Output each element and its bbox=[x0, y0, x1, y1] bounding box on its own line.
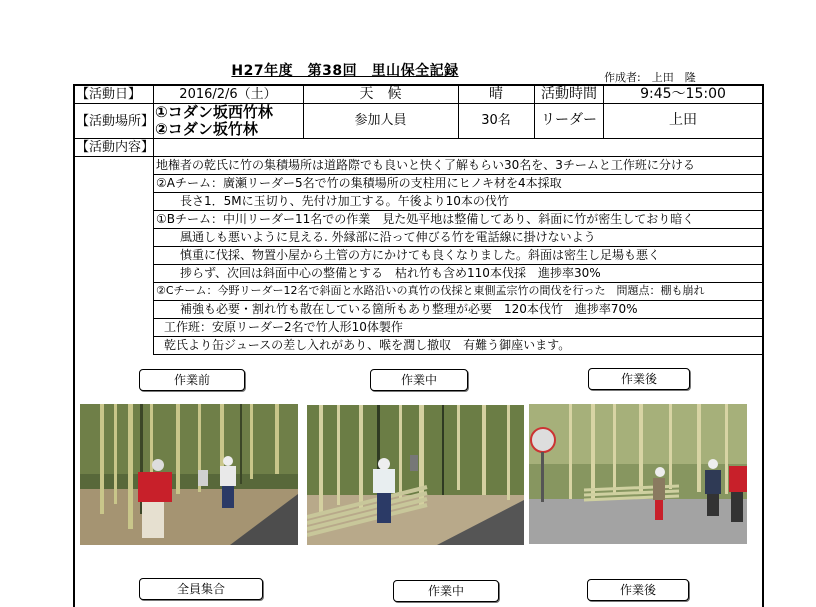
content-line: 乾氏より缶ジュースの差し入れがあり、喉を潤し撤収 有難う御座います。 bbox=[164, 338, 571, 352]
weather-value: 晴 bbox=[489, 86, 503, 102]
author-label: 作成者: 上田 隆 bbox=[604, 71, 696, 84]
place-label: 【活動場所】 bbox=[76, 114, 155, 129]
photo-label-all-gathered: 全員集合 bbox=[139, 578, 263, 600]
photo-during bbox=[307, 405, 524, 545]
photo-after bbox=[529, 404, 747, 544]
content-line: 補強も必要・割れ竹も散在している箇所もあり整理が必要 120本伐竹 進捗率70% bbox=[180, 302, 638, 316]
weather-label: 天 候 bbox=[359, 86, 402, 102]
participants-label: 参加人員 bbox=[354, 113, 407, 128]
activity-time-value: 9:45〜15:00 bbox=[640, 86, 726, 102]
leader-label: リーダー bbox=[541, 112, 597, 128]
photo-label-after-2: 作業後 bbox=[587, 579, 689, 601]
participants-value: 30名 bbox=[481, 113, 511, 128]
content-line: 風通しも悪いように見える. 外縁部に沿って伸びる竹を電話線に掛けないよう bbox=[180, 230, 596, 244]
place-2: ②コダン坂竹林 bbox=[155, 120, 258, 138]
content-line: 慎重に伐採、物置小屋から土管の方にかけても良くなりました。斜面は密生し足場も悪く bbox=[180, 248, 661, 262]
content-line: ②Cチーム：今野リーダー12名で斜面と水路沿いの真竹の伐採と東側孟宗竹の間伐を行った 問題点：棚も崩れ bbox=[156, 284, 705, 297]
activity-time-label: 活動時間 bbox=[541, 86, 597, 102]
photo-before bbox=[80, 404, 298, 545]
content-line: 捗らず、次回は斜面中心の整備とする 枯れ竹も含め110本伐採 進捗率30% bbox=[180, 266, 601, 280]
photo-label-after: 作業後 bbox=[588, 368, 690, 390]
document-title: H27年度 第38回 里山保全記録 bbox=[231, 63, 459, 79]
photo-label-during: 作業中 bbox=[370, 369, 468, 391]
leader-value: 上田 bbox=[669, 112, 697, 128]
content-line: ①Bチーム：中川リーダー11名での作業 見た処平地は整備してあり、斜面に竹が密生しており暗く bbox=[156, 212, 695, 226]
date-value: 2016/2/6（土） bbox=[179, 87, 277, 102]
content-line: 長さ1．5Mに玉切り、先付け加工する。午後より10本の伐竹 bbox=[180, 194, 509, 208]
date-label: 【活動日】 bbox=[76, 87, 142, 102]
place-1: ①コダン坂西竹林 bbox=[155, 103, 273, 121]
content-line: ②Aチーム：廣瀬リーダー5名で竹の集積場所の支柱用にヒノキ材を4本採取 bbox=[156, 176, 562, 190]
photo-label-during-2: 作業中 bbox=[393, 580, 499, 602]
content-label: 【活動内容】 bbox=[76, 140, 155, 155]
content-line: 工作班：安原リーダー2名で竹人形10体製作 bbox=[164, 320, 403, 334]
photo-label-before: 作業前 bbox=[139, 369, 245, 391]
content-line: 地権者の乾氏に竹の集積場所は道路際でも良いと快く了解もらい30名を、3チームと工作班に分ける bbox=[156, 158, 695, 172]
